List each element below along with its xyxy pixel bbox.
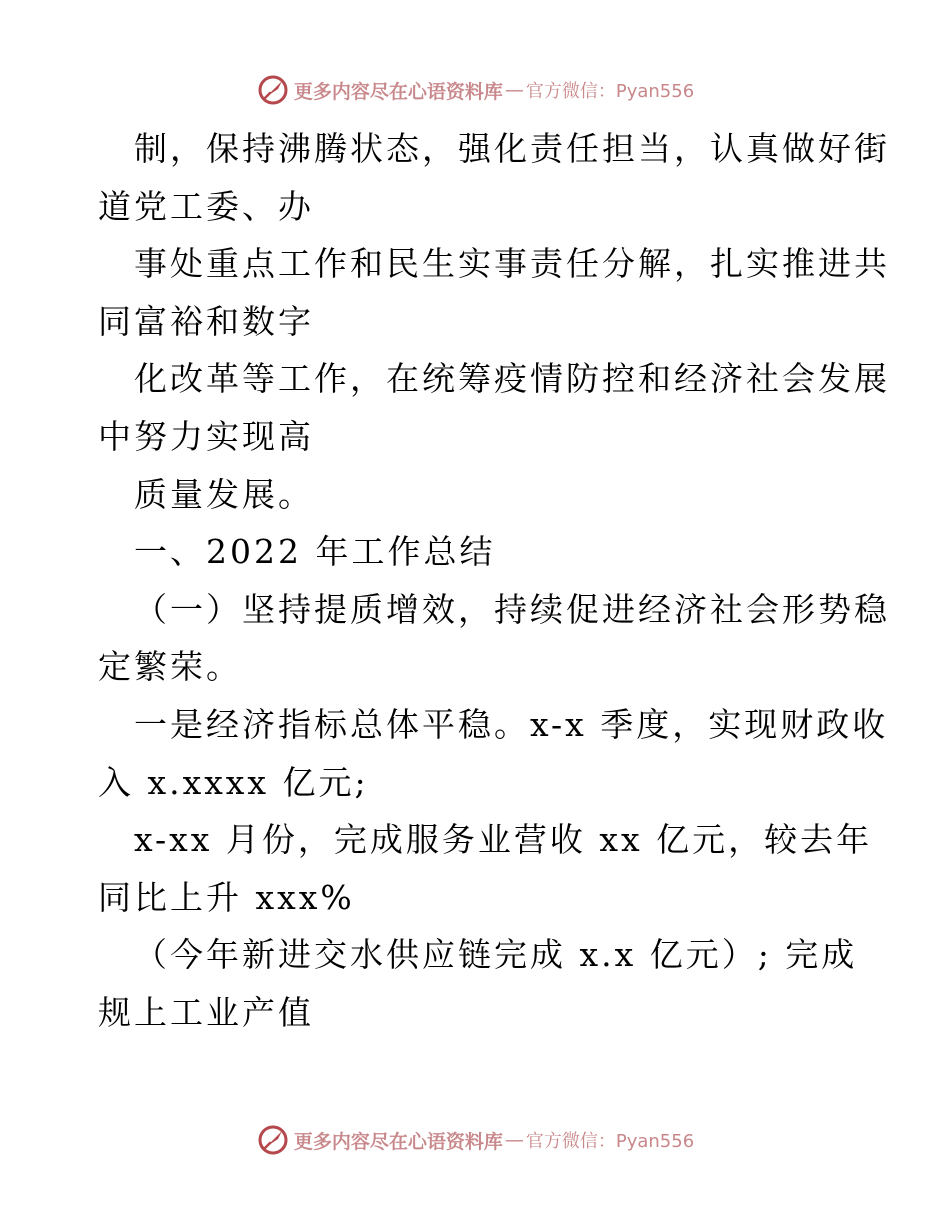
- quill-logo-icon: [256, 1123, 290, 1157]
- watermark-footer: [0, 1120, 950, 1160]
- document-body: [98, 120, 890, 1042]
- watermark-contact: 官方微信：Pyan556: [525, 1131, 695, 1152]
- body-line: 定繁荣。: [98, 647, 242, 687]
- body-line: 制，保持沸腾状态，强化责任担当，认真做好街: [134, 129, 890, 168]
- watermark-text: 更多内容尽在心语资料库: [293, 80, 503, 103]
- watermark-separator: —: [504, 1129, 524, 1151]
- body-line: 事处重点工作和民生实事责任分解，扎实推进共: [134, 244, 890, 284]
- watermark-header: [0, 70, 950, 110]
- body-line: 质量发展。: [134, 474, 314, 514]
- body-line: 同富裕和数字: [98, 301, 314, 341]
- body-line: x-xx 月份，完成服务业营收 xx 亿元，较去年: [134, 820, 873, 860]
- subsection-heading: （一）坚持提质增效，持续促进经济社会形势稳: [134, 589, 890, 629]
- body-line: 化改革等工作，在统筹疫情防控和经济社会发展: [134, 359, 890, 399]
- body-line: 入 x.xxxx 亿元;: [98, 762, 369, 802]
- body-line: 同比上升 xxx%: [98, 877, 355, 917]
- quill-logo-icon: [256, 73, 290, 107]
- body-line: （今年新进交水供应链完成 x.x 亿元）; 完成: [134, 935, 858, 975]
- watermark-separator: —: [504, 79, 524, 101]
- watermark-text: 更多内容尽在心语资料库: [293, 1130, 503, 1153]
- body-line: 中努力实现高: [98, 416, 314, 456]
- body-line: 规上工业产值: [98, 992, 314, 1032]
- body-line: 一是经济指标总体平稳。x-x 季度，实现财政收: [134, 704, 889, 744]
- section-heading: 一、2022 年工作总结: [134, 532, 496, 572]
- watermark-contact: 官方微信：Pyan556: [525, 81, 695, 102]
- body-line: 道党工委、办: [98, 186, 314, 226]
